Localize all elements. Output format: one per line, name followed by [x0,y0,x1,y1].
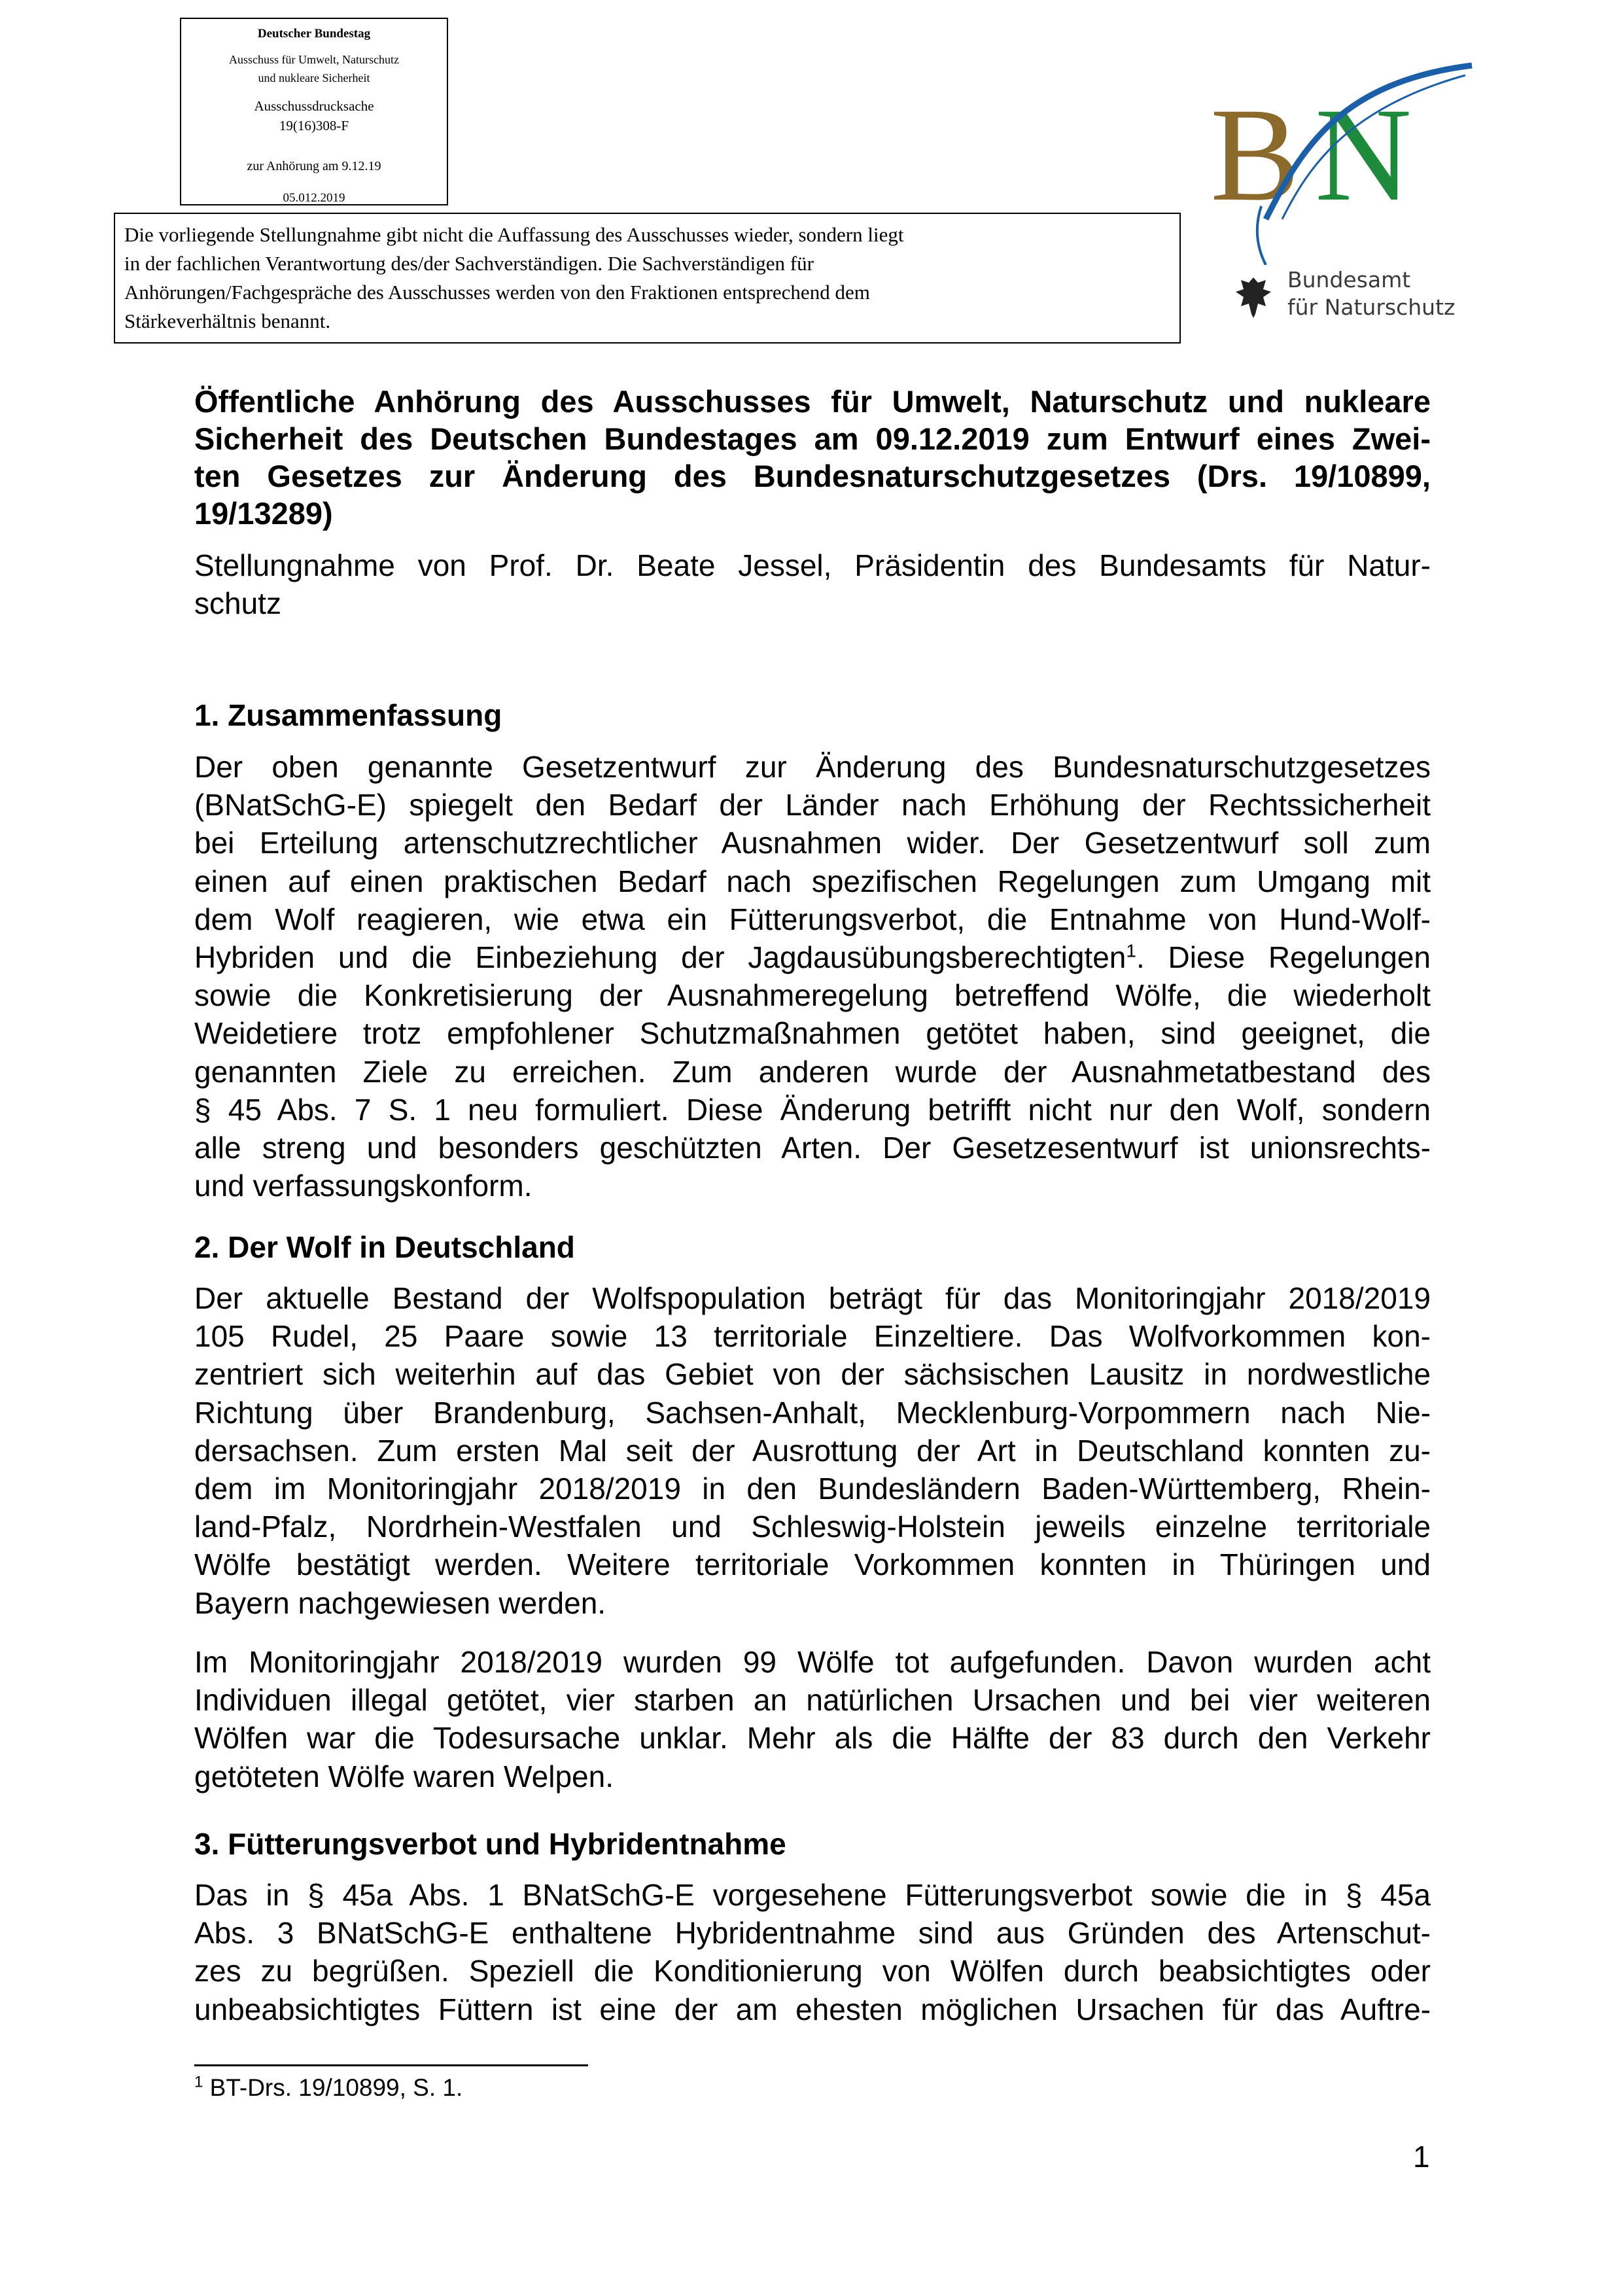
text-line: 105 Rudel, 25 Paare sowie 13 territoriale Einzeltiere. Das Wolfvorkommen kon- [194,1319,1431,1354]
logo-text-line1: Bundesamt [1287,267,1411,292]
text-line: Richtung über Brandenburg, Sachsen-Anhalt, Mecklenburg-Vorpommern nach Nie- [194,1395,1431,1430]
section-summary-paragraph [194,748,1431,1205]
disclaimer-line: Stärkeverhältnis benannt. [124,309,331,332]
text-line: Wölfe bestätigt werden. Weitere territoriale Vorkommen konnten in Thüringen und [194,1547,1431,1582]
text-line: Das in § 45a Abs. 1 BNatSchG-E vorgesehene Fütterungsverbot sowie die in § 45a [194,1878,1431,1912]
disclaimer-line: Die vorliegende Stellungnahme gibt nicht die Auffassung des Ausschusses wieder, sondern liegt [124,223,904,246]
text-line: dem Wolf reagieren, wie etwa ein Fütterungsverbot, die Entnahme von Hund-Wolf- [194,902,1431,936]
text-line: zes zu begrüßen. Speziell die Konditionierung von Wölfen durch beabsichtigtes oder [194,1954,1431,1988]
stamp-bundestag: Deutscher Bundestag [257,27,371,41]
text-line: Der aktuelle Bestand der Wolfspopulation beträgt für das Monitoringjahr 2018/2019 [194,1281,1431,1315]
text-line: Im Monitoringjahr 2018/2019 wurden 99 Wölfe tot aufgefunden. Davon wurden acht [194,1645,1431,1679]
text-line: dersachsen. Zum ersten Mal seit der Ausrottung der Art in Deutschland konnten zu- [194,1433,1431,1468]
stamp-date: 05.012.2019 [283,191,345,205]
stamp-committee-line1: Ausschuss für Umwelt, Naturschutz [229,53,399,66]
text-line: Abs. 3 BNatSchG-E enthaltene Hybridentnahme sind aus Gründen des Artenschut- [194,1916,1431,1951]
stamp-committee [181,50,447,87]
logo-agency-name [1287,266,1455,321]
text-line: land-Pfalz, Nordrhein-Westfalen und Schleswig-Holstein jeweils einzelne territoriale [194,1510,1431,1544]
text-line: § 45 Abs. 7 S. 1 neu formuliert. Diese Änderung betrifft nicht nur den Wolf, sondern [194,1092,1431,1127]
section-heading-feeding-ban: 3. Fütterungsverbot und Hybridentnahme [194,1827,786,1861]
section-feeding-ban-paragraph [194,1876,1431,2028]
footnote-reference[interactable]: 1 [1126,940,1136,961]
text-line: Individuen illegal getötet, vier starben an natürlichen Ursachen und bei vier weiteren [194,1683,1431,1718]
text-line: Weidetiere trotz empfohlener Schutzmaßnahmen getötet haben, sind geeignet, die [194,1016,1431,1051]
stamp-drucksache [181,96,447,135]
footnote [194,2073,462,2103]
text-line: Wölfen war die Todesursache unklar. Mehr als die Hälfte der 83 durch den Verkehr [194,1721,1431,1756]
logo-text-line2: für Naturschutz [1287,294,1456,320]
title-line: 19/13289) [194,496,333,531]
text-span: Hybriden und die Einbeziehung der Jagdausübungsberechtigten [194,940,1126,975]
stamp-drucksache-number: 19(16)308-F [279,118,349,133]
section-heading-summary: 1. Zusammenfassung [194,698,502,732]
text-line: unbeabsichtigtes Füttern ist eine der am ehesten möglichen Ursachen für das Auftre- [194,1992,1431,2026]
title-line: Sicherheit des Deutschen Bundestages am 09.12.2019 zum Entwurf eines Zwei- [194,421,1431,456]
section-wolf-paragraph-1 [194,1279,1431,1622]
text-line: bei Erteilung artenschutzrechtlicher Ausnahmen wider. Der Gesetzentwurf soll zum [194,826,1431,860]
text-line: (BNatSchG-E) spiegelt den Bedarf der Länder nach Erhöhung der Rechtssicherheit [194,788,1431,822]
section-heading-wolf: 2. Der Wolf in Deutschland [194,1230,575,1264]
subtitle-line: schutz [194,586,281,620]
federal-eagle-icon [1233,275,1274,321]
disclaimer-line: Anhörungen/Fachgespräche des Ausschusses werden von den Fraktionen entsprechend dem [124,281,870,304]
footnote-number: 1 [194,2073,203,2091]
title-line: Öffentliche Anhörung des Ausschusses für Umwelt, Naturschutz und nukleare [194,384,1431,419]
page-number: 1 [1413,2140,1430,2174]
text-line: sowie die Konkretisierung der Ausnahmeregelung betreffend Wölfe, die wiederholt [194,978,1431,1013]
text-line: einen auf einen praktischen Bedarf nach spezifischen Regelungen zum Umgang mit [194,864,1431,898]
disclaimer-box [114,213,1181,344]
disclaimer-line: in der fachlichen Verantwortung des/der Sachverständigen. Die Sachverständigen für [124,252,814,275]
subtitle-line: Stellungnahme von Prof. Dr. Beate Jessel, Präsidentin des Bundesamts für Natur- [194,548,1431,582]
document-title [194,383,1431,532]
text-line: Der oben genannte Gesetzentwurf zur Änderung des Bundesnaturschutzgesetzes [194,750,1431,784]
bn-logo-mark [1204,56,1478,265]
text-line-with-footnote [194,938,1431,976]
title-line: ten Gesetzes zur Änderung des Bundesnaturschutzgesetzes (Drs. 19/10899, [194,459,1431,493]
bfn-logo [1204,56,1478,363]
text-line: alle streng und besonders geschützten Arten. Der Gesetzesentwurf ist unionsrechts- [194,1131,1431,1165]
text-line: zentriert sich weiterhin auf das Gebiet von der sächsischen Lausitz in nordwestliche [194,1357,1431,1392]
committee-stamp-box [180,18,448,205]
footnote-text: BT-Drs. 19/10899, S. 1. [203,2074,463,2101]
text-span: . Diese Regelungen [1136,940,1431,975]
section-wolf-paragraph-2 [194,1643,1431,1795]
stamp-committee-line2: und nukleare Sicherheit [258,71,370,84]
document-subtitle [194,546,1431,622]
text-line: Bayern nachgewiesen werden. [194,1585,606,1620]
logo-letter-b: B [1210,80,1300,229]
stamp-hearing-date: zur Anhörung am 9.12.19 [247,159,381,173]
text-line: genannten Ziele zu erreichen. Zum anderen wurde der Ausnahmetatbestand des [194,1054,1431,1089]
text-line: dem im Monitoringjahr 2018/2019 in den Bundesländern Baden-Württemberg, Rhein- [194,1472,1431,1506]
footnote-divider [194,2064,588,2066]
text-line: getöteten Wölfe waren Welpen. [194,1759,614,1793]
logo-letter-n: N [1315,80,1412,229]
stamp-drucksache-label: Ausschussdrucksache [254,98,374,114]
text-line: und verfassungskonform. [194,1169,532,1203]
